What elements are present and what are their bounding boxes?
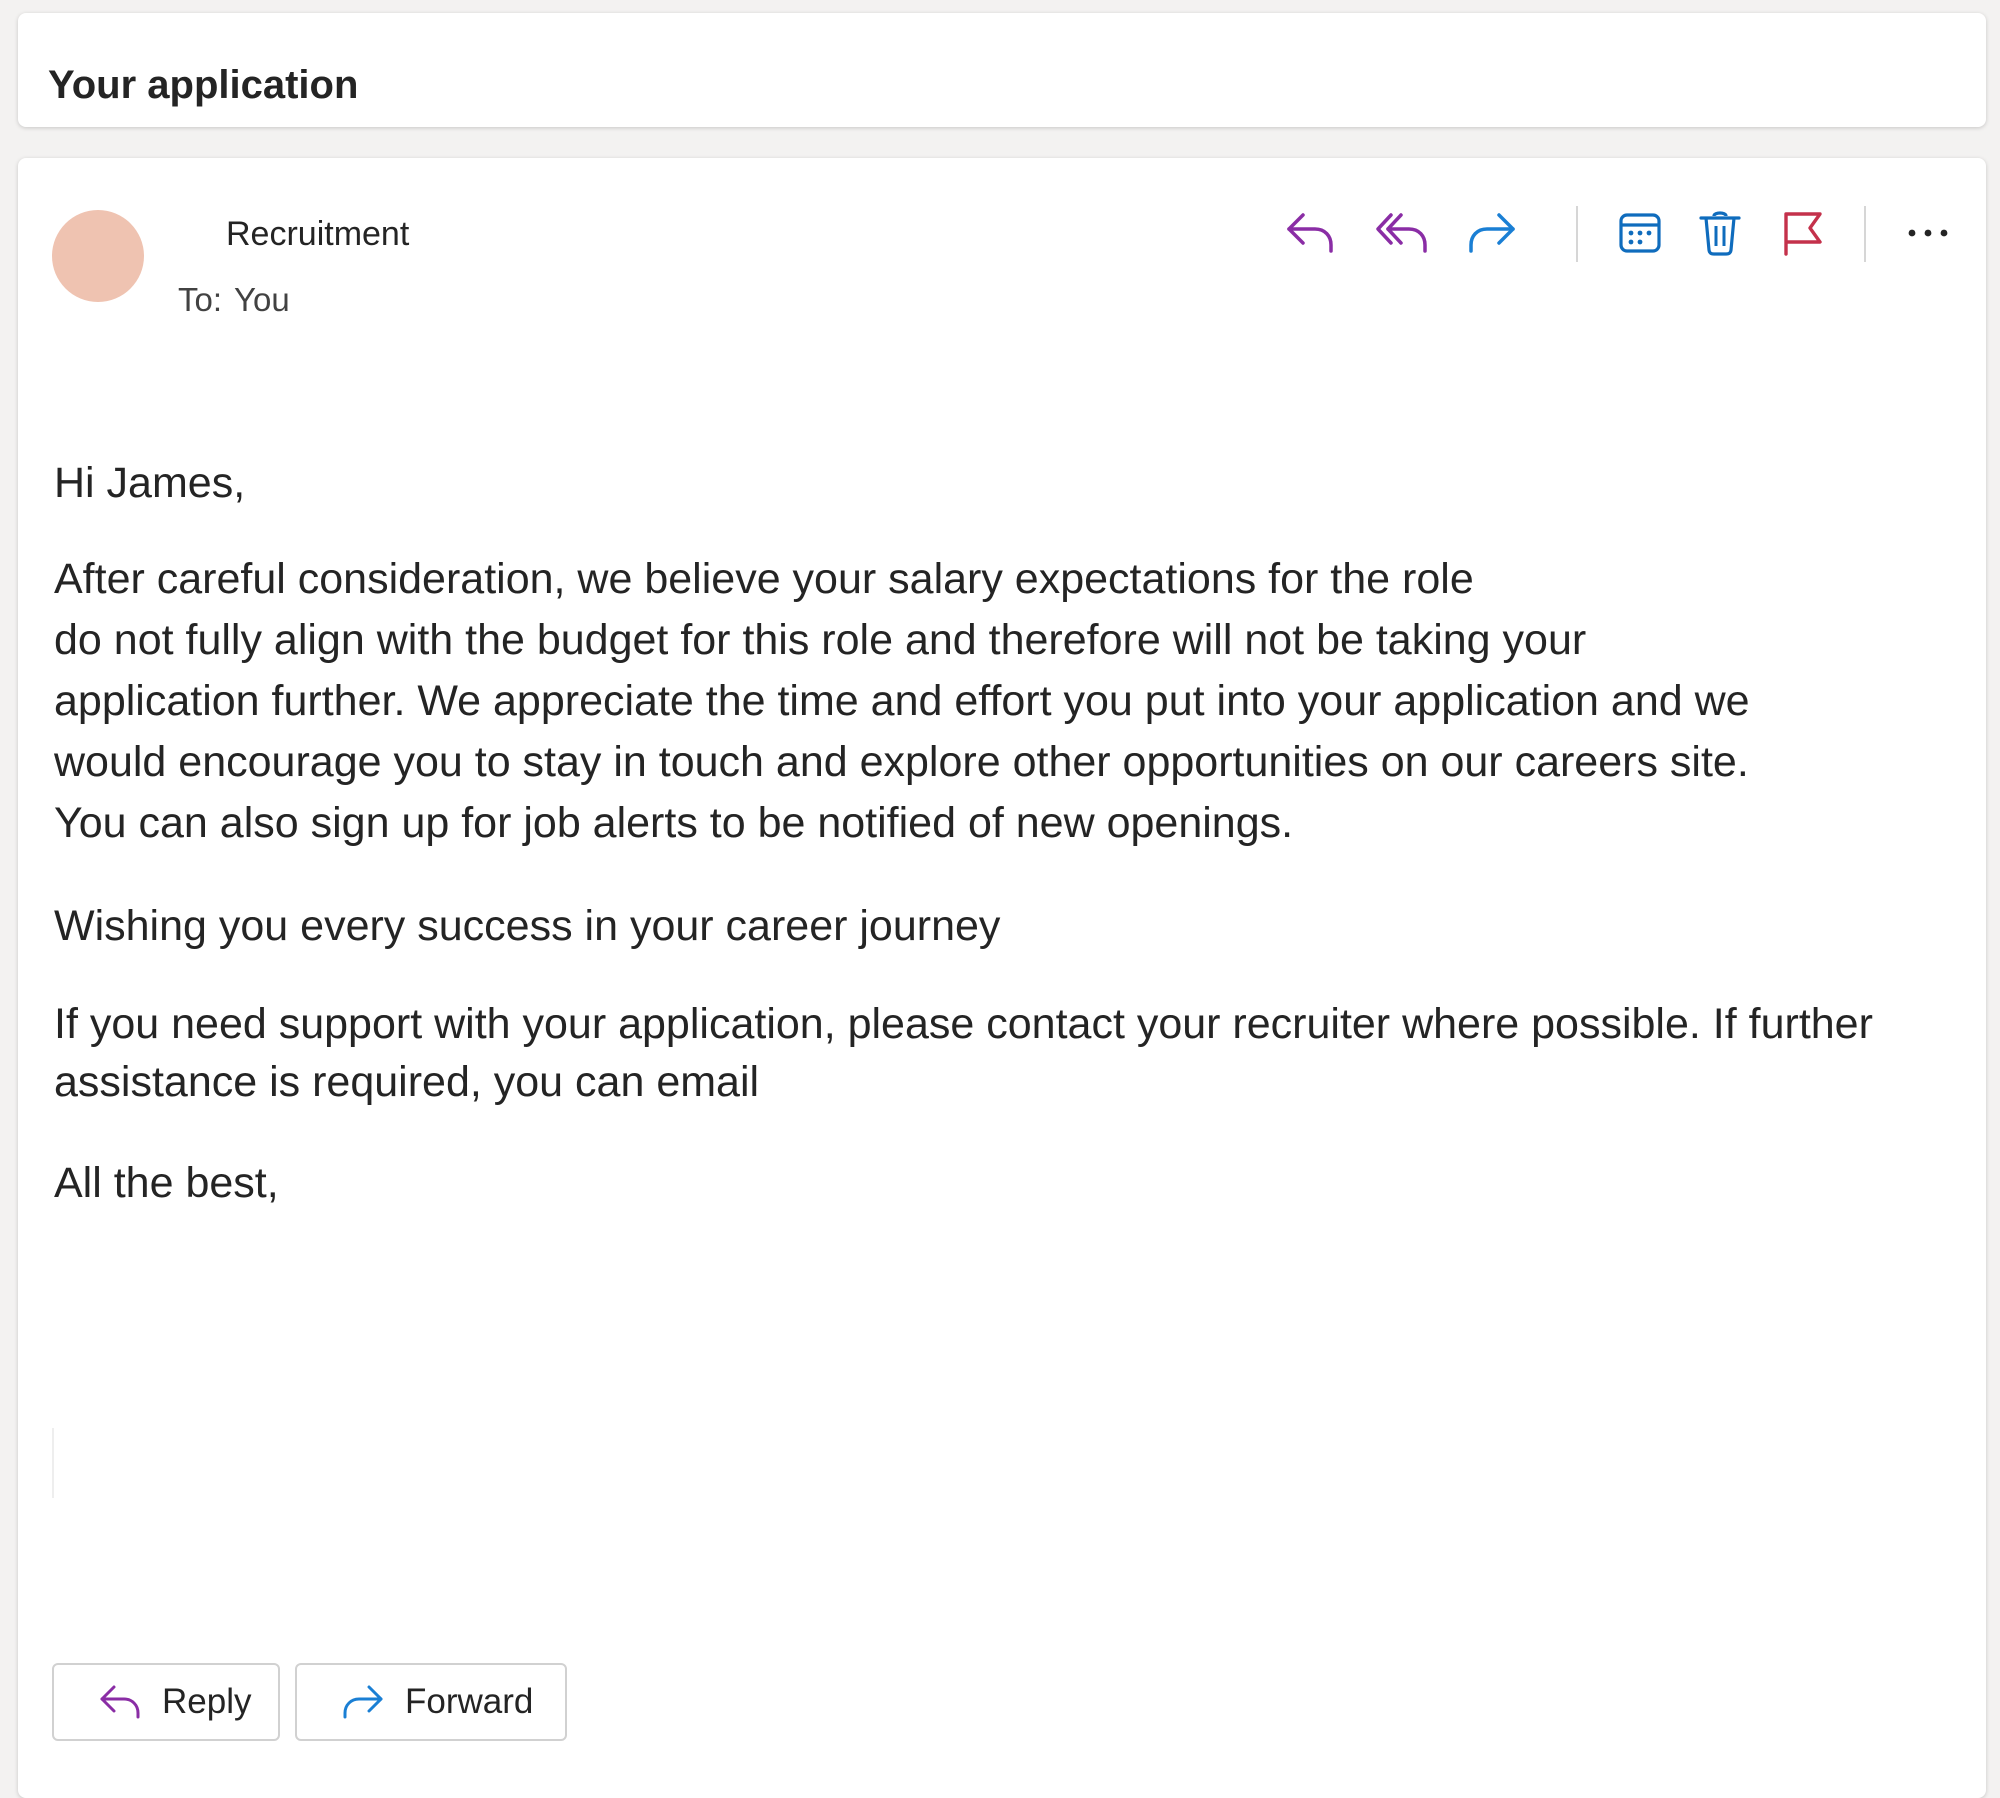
reply-action-button[interactable] bbox=[52, 1663, 280, 1741]
more-icon bbox=[1904, 223, 1952, 243]
support-paragraph bbox=[54, 995, 1934, 1111]
reply-all-icon bbox=[1375, 209, 1429, 257]
subject-header bbox=[18, 13, 1986, 127]
body-line: If you need support with your application, please contact your recruiter where possible. If further bbox=[54, 1000, 1873, 1048]
body-line: would encourage you to stay in touch and explore other opportunities on our careers site. bbox=[54, 738, 1749, 786]
reply-button[interactable] bbox=[1278, 198, 1342, 268]
reply-all-button[interactable] bbox=[1370, 198, 1434, 268]
forward-button[interactable] bbox=[1460, 198, 1524, 268]
forward-label: Forward bbox=[405, 1682, 534, 1721]
body-line: assistance is required, you can email bbox=[54, 1058, 760, 1106]
forward-icon bbox=[1465, 209, 1519, 257]
forward-icon bbox=[341, 1682, 385, 1722]
signoff: All the best, bbox=[54, 1159, 279, 1207]
signature-divider bbox=[52, 1428, 54, 1498]
calendar-icon bbox=[1616, 209, 1664, 257]
toolbar-divider bbox=[1864, 206, 1866, 262]
forward-action-button[interactable] bbox=[295, 1663, 567, 1741]
body-line: You can also sign up for job alerts to be notified of new openings. bbox=[54, 799, 1294, 847]
more-options-button[interactable] bbox=[1896, 198, 1960, 268]
message-card bbox=[18, 158, 1986, 1798]
delete-button[interactable] bbox=[1688, 198, 1752, 268]
recipient-name[interactable]: You bbox=[234, 281, 290, 318]
delete-icon bbox=[1696, 208, 1744, 258]
reply-label: Reply bbox=[162, 1682, 252, 1721]
reply-icon bbox=[1283, 209, 1337, 257]
flag-icon bbox=[1778, 208, 1826, 258]
body-line: do not fully align with the budget for this role and therefore will not be taking your bbox=[54, 616, 1587, 664]
greeting: Hi James, bbox=[54, 459, 246, 507]
wish-paragraph: Wishing you every success in your career journey bbox=[54, 902, 1001, 950]
sender-avatar[interactable] bbox=[52, 210, 144, 302]
body-line: After careful consideration, we believe your salary expectations for the role bbox=[54, 555, 1474, 603]
message-toolbar bbox=[1278, 198, 1968, 268]
flag-button[interactable] bbox=[1770, 198, 1834, 268]
toolbar-divider bbox=[1576, 206, 1578, 262]
calendar-button[interactable] bbox=[1608, 198, 1672, 268]
reply-icon bbox=[98, 1682, 142, 1722]
sender-name[interactable]: Recruitment bbox=[226, 215, 410, 253]
email-subject: Your application bbox=[48, 63, 359, 107]
body-line: application further. We appreciate the time and effort you put into your application and we bbox=[54, 677, 1750, 725]
recipient-line bbox=[178, 280, 290, 320]
body-paragraph-main bbox=[54, 549, 1934, 854]
to-label: To: bbox=[178, 281, 223, 318]
